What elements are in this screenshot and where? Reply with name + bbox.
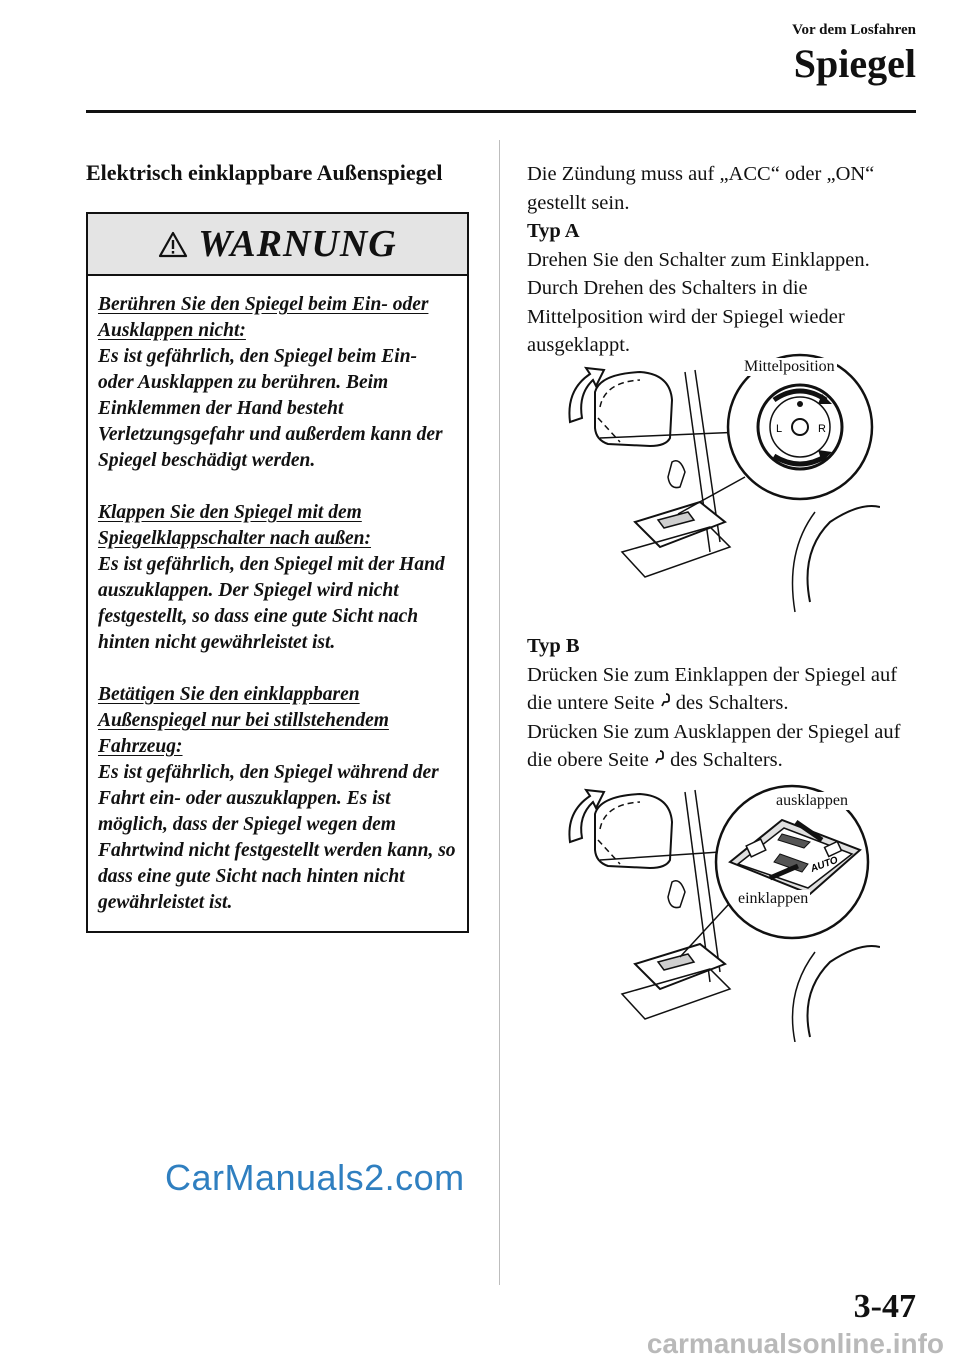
typ-b-text-block	[527, 632, 917, 775]
typ-a-label: Typ A	[527, 220, 580, 242]
column-divider	[499, 140, 500, 1285]
knob-letter-right: R	[818, 423, 826, 435]
warning-block-heading: Klappen Sie den Spiegel mit dem Spiegelklappschalter nach außen:	[98, 502, 372, 549]
warning-block-text: Es ist gefährlich, den Spiegel während der Fahrt ein- oder auszuklappen. Es ist möglich, dass der Spiegel wegen dem Fahrtwind nicht festgestellt werden kann, so dass eine gute Sicht nach hinten nicht gewährleistet ist.	[98, 762, 456, 913]
warning-block	[98, 682, 457, 916]
warning-block	[98, 500, 457, 656]
section-heading: Elektrisch einklappbare Außenspiegel	[86, 160, 443, 185]
typ-b-instruction-up-pre: Drücken Sie zum Ausklappen der Spiegel auf die obere Seite	[527, 720, 901, 771]
figure-label-ausklappen: ausklappen	[776, 792, 848, 809]
warning-block-heading: Betätigen Sie den einklappbaren Außenspiegel nur bei stillstehendem Fahrzeug:	[98, 684, 389, 757]
header-section: Vor dem Losfahren	[792, 22, 916, 38]
switch-auto-text: AUTO	[809, 854, 840, 875]
knob-letter-left: L	[776, 423, 783, 435]
figure-typ-a	[560, 352, 880, 622]
figure-label-einklappen: einklappen	[738, 890, 809, 907]
figure-typ-b	[560, 782, 880, 1042]
page-title: Spiegel	[793, 41, 916, 86]
warning-title: WARNUNG	[198, 223, 397, 265]
mirror-switch-illustration-b	[560, 782, 880, 1042]
warning-triangle-icon	[158, 231, 188, 258]
warning-header	[88, 214, 467, 276]
warning-block-heading: Berühren Sie den Spiegel beim Ein- oder Ausklappen nicht:	[98, 294, 429, 341]
warning-block-text: Es ist gefährlich, den Spiegel mit der Hand auszuklappen. Der Spiegel wird nicht festgestellt, so dass eine gute Sicht nach hinten nicht gewährleistet ist.	[98, 554, 445, 653]
typ-b-instruction-up	[527, 718, 917, 775]
mirror-switch-illustration-a	[560, 352, 880, 622]
header-rule	[86, 110, 916, 113]
figure-label-mittelposition: Mittelposition	[744, 358, 835, 375]
warning-block	[98, 292, 457, 474]
typ-b-instruction-down-post: des Schalters.	[675, 692, 789, 714]
typ-a-text: Drehen Sie den Schalter zum Einklappen. Durch Drehen des Schalters in die Mittelposition wird der Spiegel wieder ausgeklappt.	[527, 248, 870, 356]
watermark-logo: CarManuals2.com	[165, 1157, 465, 1198]
mirror-fold-icon	[661, 693, 670, 707]
right-column	[527, 160, 917, 360]
warning-block-text: Es ist gefährlich, den Spiegel beim Ein- oder Ausklappen zu berühren. Beim Einklemmen der Hand besteht Verletzungsgefahr und außerdem kann der Spiegel beschädigt werden.	[98, 346, 443, 471]
intro-text: Die Zündung muss auf „ACC“ oder „ON“ gestellt sein.	[527, 163, 875, 214]
typ-b-instruction-down	[527, 661, 917, 718]
footer-url: carmanualsonline.info	[646, 1328, 944, 1359]
typ-b-label: Typ B	[527, 635, 580, 657]
mirror-fold-icon	[655, 750, 664, 764]
typ-b-instruction-up-post: des Schalters.	[670, 749, 783, 771]
warning-box	[86, 212, 469, 933]
typ-b-instruction-down-pre: Drücken Sie zum Einklappen der Spiegel auf die untere Seite	[527, 663, 898, 714]
warning-body	[88, 276, 467, 916]
page-number: 3-47	[853, 1288, 916, 1325]
